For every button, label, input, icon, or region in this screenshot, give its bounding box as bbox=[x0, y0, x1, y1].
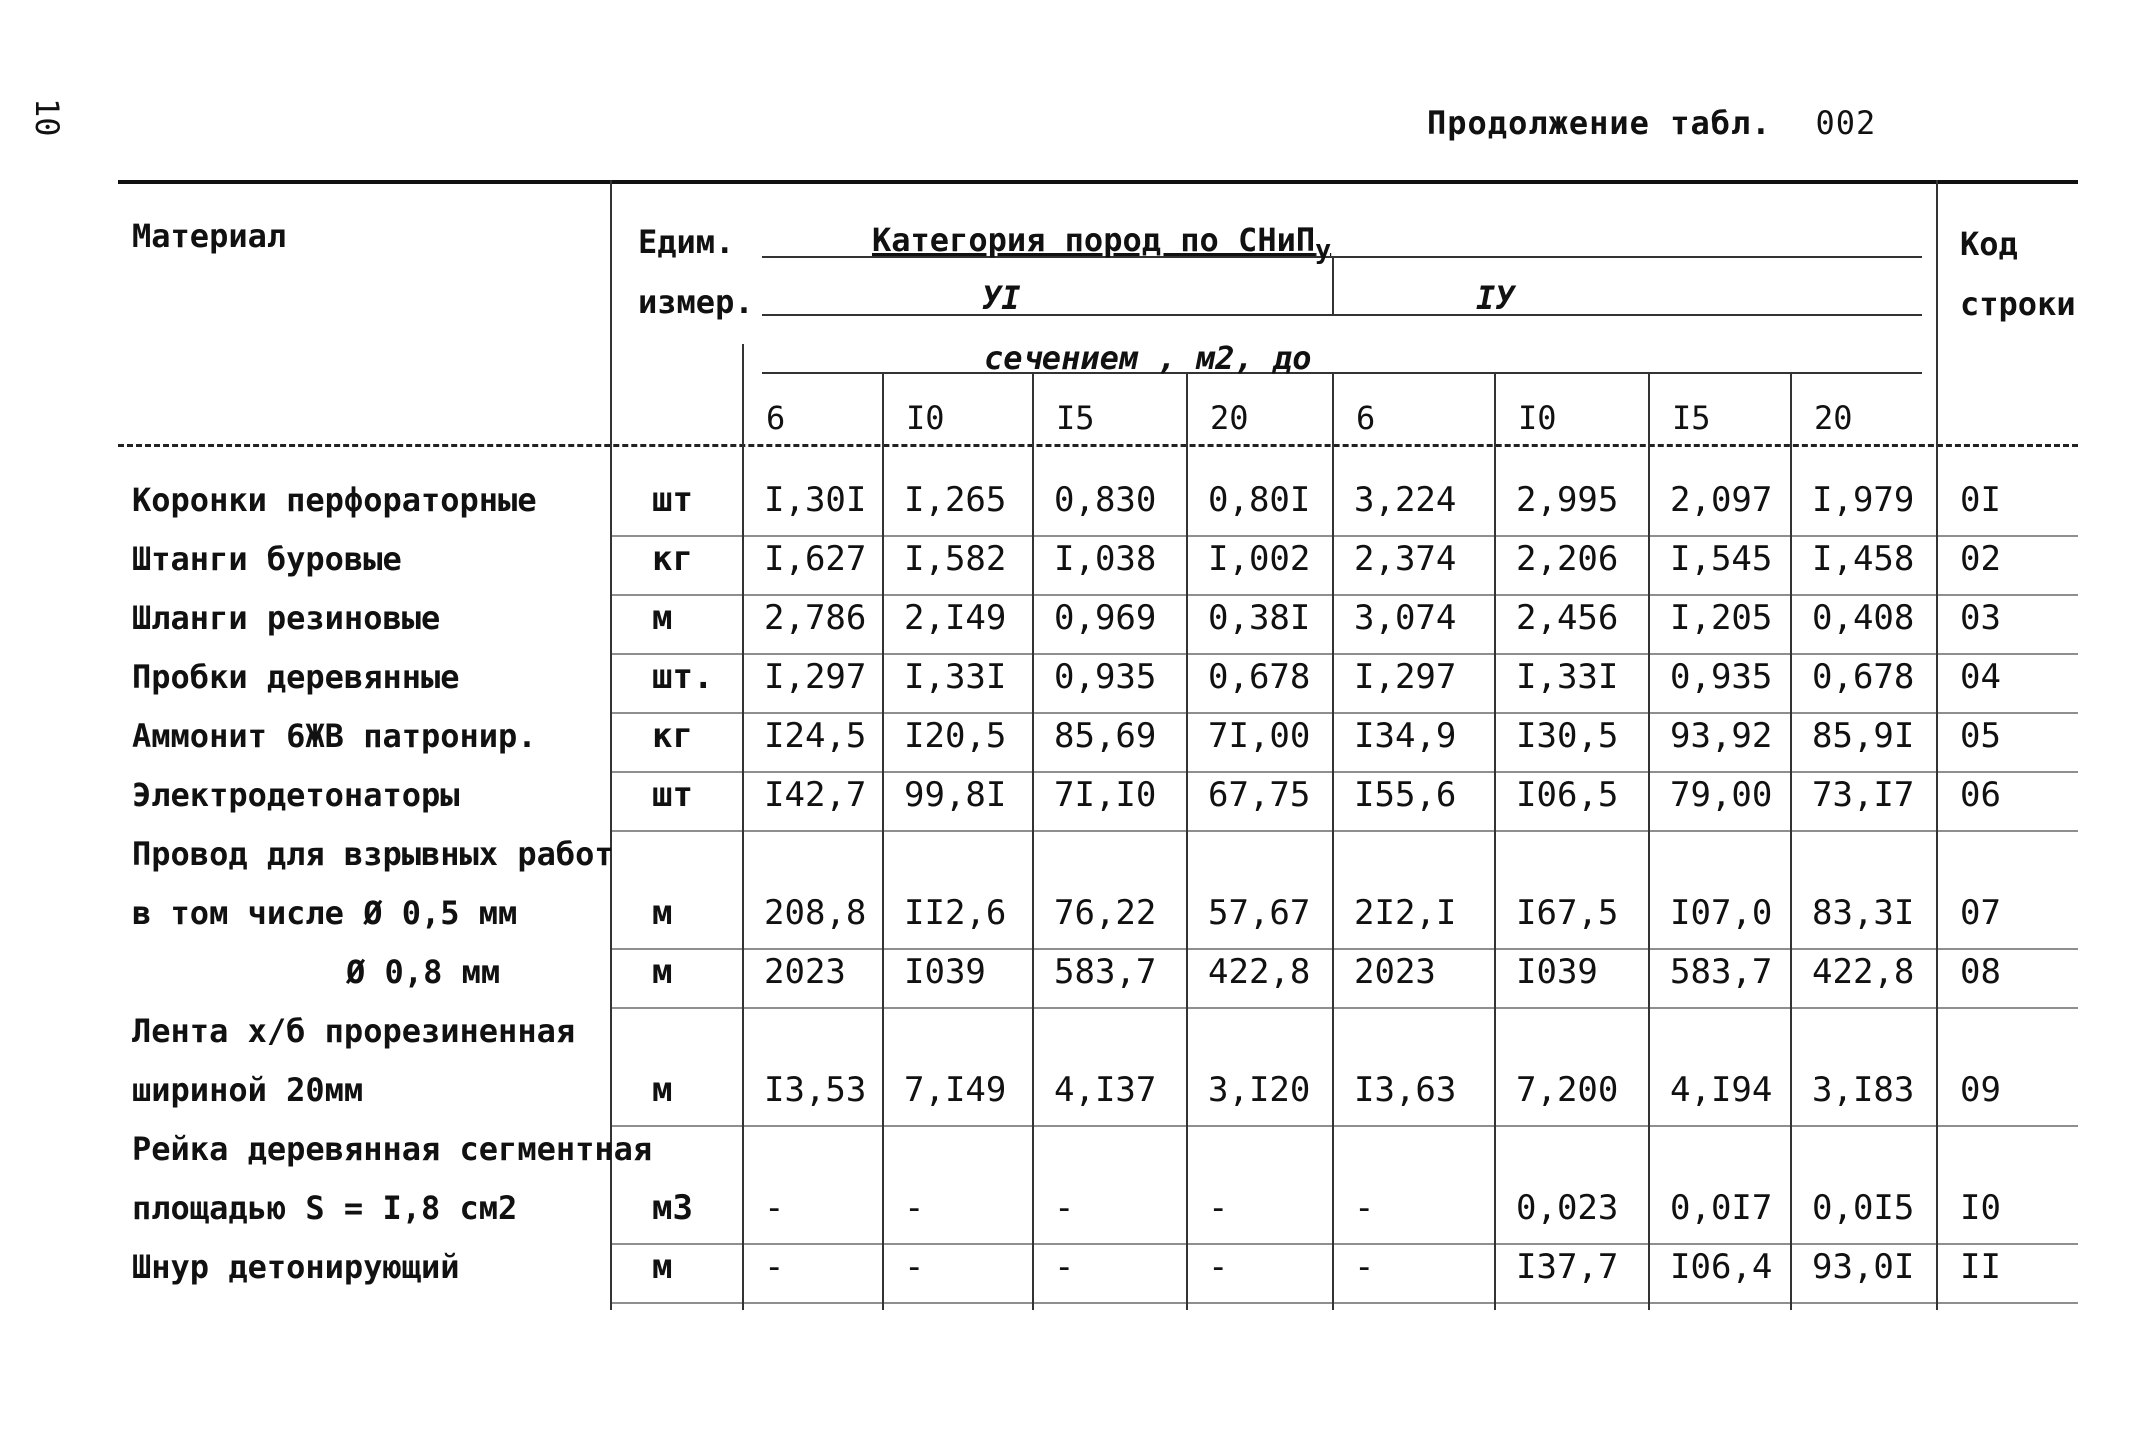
row-8-value-7: 3,I83 bbox=[1812, 1070, 1915, 1110]
col-divider-value-5 bbox=[1494, 372, 1496, 1310]
row-6-value-4: 2I2,I bbox=[1354, 893, 1457, 933]
row-2-value-5: 2,456 bbox=[1516, 598, 1619, 638]
header-size-2: I5 bbox=[1056, 399, 1095, 437]
row-7-rule bbox=[610, 1007, 2078, 1009]
header-size-6: I5 bbox=[1672, 399, 1711, 437]
table-number: 002 bbox=[1815, 104, 1877, 142]
row-0-value-2: 0,830 bbox=[1054, 480, 1157, 520]
row-0-rule bbox=[610, 535, 2078, 537]
row-3-value-1: I,33I bbox=[904, 657, 1007, 697]
row-5-unit: шт bbox=[652, 775, 693, 815]
row-7-value-5: I039 bbox=[1516, 952, 1598, 992]
row-6-rule bbox=[610, 948, 2078, 950]
row-7-name-0: Ø 0,8 мм bbox=[346, 953, 501, 991]
header-unit-line1: Едим. bbox=[638, 223, 735, 261]
row-1-value-2: I,038 bbox=[1054, 539, 1157, 579]
row-2-unit: м bbox=[652, 598, 673, 638]
row-10-value-7: 93,0I bbox=[1812, 1247, 1915, 1287]
row-10-value-6: I06,4 bbox=[1670, 1247, 1773, 1287]
row-9-value-4: - bbox=[1354, 1188, 1375, 1228]
header-size-3: 20 bbox=[1210, 399, 1249, 437]
col-divider-value-4 bbox=[1332, 372, 1334, 1310]
col-divider-value-6 bbox=[1648, 372, 1650, 1310]
row-8-value-3: 3,I20 bbox=[1208, 1070, 1311, 1110]
row-8-value-4: I3,63 bbox=[1354, 1070, 1457, 1110]
header-size-5: I0 bbox=[1518, 399, 1557, 437]
row-3-name-0: Пробки деревянные bbox=[132, 658, 460, 696]
row-2-rule bbox=[610, 653, 2078, 655]
row-10-name-0: Шнур детонирующий bbox=[132, 1248, 460, 1286]
row-8-value-6: 4,I94 bbox=[1670, 1070, 1773, 1110]
row-8-value-1: 7,I49 bbox=[904, 1070, 1007, 1110]
row-3-code: 04 bbox=[1960, 657, 2001, 697]
row-4-value-3: 7I,00 bbox=[1208, 716, 1311, 756]
row-2-value-6: I,205 bbox=[1670, 598, 1773, 638]
row-2-value-7: 0,408 bbox=[1812, 598, 1915, 638]
row-7-value-3: 422,8 bbox=[1208, 952, 1311, 992]
row-9-value-0: - bbox=[764, 1188, 785, 1228]
row-0-value-0: I,30I bbox=[764, 480, 867, 520]
row-1-rule bbox=[610, 594, 2078, 596]
row-10-value-3: - bbox=[1208, 1247, 1229, 1287]
row-7-unit: м bbox=[652, 952, 673, 992]
col-divider-value-2 bbox=[1032, 372, 1034, 1310]
header-code-line2: строки bbox=[1960, 285, 2076, 323]
row-8-unit: м bbox=[652, 1070, 673, 1110]
row-5-value-4: I55,6 bbox=[1354, 775, 1457, 815]
row-4-value-4: I34,9 bbox=[1354, 716, 1457, 756]
row-7-value-4: 2023 bbox=[1354, 952, 1436, 992]
row-8-code: 09 bbox=[1960, 1070, 2001, 1110]
row-7-value-6: 583,7 bbox=[1670, 952, 1773, 992]
row-3-value-7: 0,678 bbox=[1812, 657, 1915, 697]
row-3-value-6: 0,935 bbox=[1670, 657, 1773, 697]
header-separator bbox=[118, 444, 2078, 447]
row-8-name-0: Лента х/б прорезиненная bbox=[132, 1012, 576, 1050]
row-1-value-0: I,627 bbox=[764, 539, 867, 579]
row-1-value-7: I,458 bbox=[1812, 539, 1915, 579]
row-2-code: 03 bbox=[1960, 598, 2001, 638]
header-size-1: I0 bbox=[906, 399, 945, 437]
row-9-value-1: - bbox=[904, 1188, 925, 1228]
cat-b-rule bbox=[1332, 314, 1922, 316]
row-10-rule bbox=[610, 1302, 2078, 1304]
row-3-value-4: I,297 bbox=[1354, 657, 1457, 697]
row-7-code: 08 bbox=[1960, 952, 2001, 992]
row-2-value-0: 2,786 bbox=[764, 598, 867, 638]
row-10-value-0: - bbox=[764, 1247, 785, 1287]
row-10-value-2: - bbox=[1054, 1247, 1075, 1287]
row-0-name-0: Коронки перфораторные bbox=[132, 481, 537, 519]
header-material: Материал bbox=[132, 217, 287, 255]
col-divider-unit bbox=[742, 344, 744, 1310]
row-8-value-5: 7,200 bbox=[1516, 1070, 1619, 1110]
row-1-name-0: Штанги буровые bbox=[132, 540, 402, 578]
row-4-value-6: 93,92 bbox=[1670, 716, 1773, 756]
row-1-unit: кг bbox=[652, 539, 693, 579]
category-label: Категория пород по СНиП bbox=[872, 221, 1316, 259]
row-5-code: 06 bbox=[1960, 775, 2001, 815]
row-9-unit: м3 bbox=[652, 1188, 693, 1228]
row-6-value-1: II2,6 bbox=[904, 893, 1007, 933]
row-5-value-6: 79,00 bbox=[1670, 775, 1773, 815]
row-4-value-0: I24,5 bbox=[764, 716, 867, 756]
row-5-name-0: Электродетонаторы bbox=[132, 776, 460, 814]
row-7-value-2: 583,7 bbox=[1054, 952, 1157, 992]
row-0-value-1: I,265 bbox=[904, 480, 1007, 520]
row-0-value-3: 0,80I bbox=[1208, 480, 1311, 520]
header-size-4: 6 bbox=[1356, 399, 1376, 437]
row-6-value-5: I67,5 bbox=[1516, 893, 1619, 933]
row-8-rule bbox=[610, 1125, 2078, 1127]
row-4-code: 05 bbox=[1960, 716, 2001, 756]
row-4-unit: кг bbox=[652, 716, 693, 756]
row-5-rule bbox=[610, 830, 2078, 832]
cat-a-rule bbox=[762, 314, 1332, 316]
row-4-value-2: 85,69 bbox=[1054, 716, 1157, 756]
row-1-value-5: 2,206 bbox=[1516, 539, 1619, 579]
row-3-value-3: 0,678 bbox=[1208, 657, 1311, 697]
row-8-value-0: I3,53 bbox=[764, 1070, 867, 1110]
row-1-value-6: I,545 bbox=[1670, 539, 1773, 579]
row-3-value-5: I,33I bbox=[1516, 657, 1619, 697]
row-9-code: I0 bbox=[1960, 1188, 2001, 1228]
row-9-name-0: Рейка деревянная сегментная bbox=[132, 1130, 653, 1168]
row-6-value-7: 83,3I bbox=[1812, 893, 1915, 933]
continuation-label: Продолжение табл. bbox=[1427, 104, 1772, 142]
row-5-value-7: 73,I7 bbox=[1812, 775, 1915, 815]
row-2-name-0: Шланги резиновые bbox=[132, 599, 441, 637]
row-9-value-3: - bbox=[1208, 1188, 1229, 1228]
row-7-value-7: 422,8 bbox=[1812, 952, 1915, 992]
row-10-unit: м bbox=[652, 1247, 673, 1287]
row-9-name-1: площадью S = I,8 см2 bbox=[132, 1189, 518, 1227]
row-5-value-0: I42,7 bbox=[764, 775, 867, 815]
row-0-code: 0I bbox=[1960, 480, 2001, 520]
header-section: сечением , м2, до bbox=[984, 339, 1312, 377]
row-8-value-2: 4,I37 bbox=[1054, 1070, 1157, 1110]
table-top-rule bbox=[118, 180, 2078, 184]
col-divider-code bbox=[1936, 180, 1938, 1310]
row-4-value-1: I20,5 bbox=[904, 716, 1007, 756]
row-7-value-1: I039 bbox=[904, 952, 986, 992]
row-6-value-3: 57,67 bbox=[1208, 893, 1311, 933]
row-10-value-1: - bbox=[904, 1247, 925, 1287]
header-category bbox=[872, 220, 1331, 270]
row-6-value-6: I07,0 bbox=[1670, 893, 1773, 933]
header-code-line1: Код bbox=[1960, 225, 2018, 263]
page-number: 10 bbox=[28, 98, 66, 137]
row-10-value-4: - bbox=[1354, 1247, 1375, 1287]
row-2-value-2: 0,969 bbox=[1054, 598, 1157, 638]
row-1-value-1: I,582 bbox=[904, 539, 1007, 579]
row-6-value-0: 208,8 bbox=[764, 893, 867, 933]
row-9-value-5: 0,023 bbox=[1516, 1188, 1619, 1228]
row-2-value-3: 0,38I bbox=[1208, 598, 1311, 638]
header-size-0: 6 bbox=[766, 399, 786, 437]
row-0-value-7: I,979 bbox=[1812, 480, 1915, 520]
row-4-name-0: Аммонит 6ЖВ патронир. bbox=[132, 717, 537, 755]
row-0-value-4: 3,224 bbox=[1354, 480, 1457, 520]
row-4-value-5: I30,5 bbox=[1516, 716, 1619, 756]
row-4-rule bbox=[610, 771, 2078, 773]
row-5-value-5: I06,5 bbox=[1516, 775, 1619, 815]
row-2-value-4: 3,074 bbox=[1354, 598, 1457, 638]
row-0-value-6: 2,097 bbox=[1670, 480, 1773, 520]
col-divider-value-7 bbox=[1790, 372, 1792, 1310]
category-sub: у bbox=[1315, 234, 1332, 266]
row-9-value-6: 0,0I7 bbox=[1670, 1188, 1773, 1228]
row-10-code: II bbox=[1960, 1247, 2001, 1287]
section-rule bbox=[762, 372, 1922, 374]
row-0-value-5: 2,995 bbox=[1516, 480, 1619, 520]
row-10-value-5: I37,7 bbox=[1516, 1247, 1619, 1287]
row-8-name-1: шириной 20мм bbox=[132, 1071, 364, 1109]
row-6-unit: м bbox=[652, 893, 673, 933]
row-0-unit: шт bbox=[652, 480, 693, 520]
row-2-value-1: 2,I49 bbox=[904, 598, 1007, 638]
col-divider-value-3 bbox=[1186, 372, 1188, 1310]
row-7-value-0: 2023 bbox=[764, 952, 846, 992]
row-6-value-2: 76,22 bbox=[1054, 893, 1157, 933]
row-5-value-2: 7I,I0 bbox=[1054, 775, 1157, 815]
row-6-code: 07 bbox=[1960, 893, 2001, 933]
cat-divider bbox=[1332, 256, 1334, 314]
row-3-unit: шт. bbox=[652, 657, 714, 697]
row-9-rule bbox=[610, 1243, 2078, 1245]
row-6-name-0: Провод для взрывных работ bbox=[132, 835, 614, 873]
col-divider-value-1 bbox=[882, 372, 884, 1310]
row-1-value-4: 2,374 bbox=[1354, 539, 1457, 579]
header-cat-a: УI bbox=[982, 279, 1021, 317]
row-1-value-3: I,002 bbox=[1208, 539, 1311, 579]
row-4-value-7: 85,9I bbox=[1812, 716, 1915, 756]
row-9-value-2: - bbox=[1054, 1188, 1075, 1228]
header-size-7: 20 bbox=[1814, 399, 1853, 437]
header-unit-line2: измер. bbox=[638, 283, 754, 321]
row-3-value-0: I,297 bbox=[764, 657, 867, 697]
row-5-value-1: 99,8I bbox=[904, 775, 1007, 815]
row-3-value-2: 0,935 bbox=[1054, 657, 1157, 697]
row-3-rule bbox=[610, 712, 2078, 714]
row-1-code: 02 bbox=[1960, 539, 2001, 579]
row-6-name-1: в том числе Ø 0,5 мм bbox=[132, 894, 518, 932]
continuation-caption bbox=[1427, 104, 1876, 142]
row-9-value-7: 0,0I5 bbox=[1812, 1188, 1915, 1228]
header-cat-b: IУ bbox=[1476, 279, 1515, 317]
row-5-value-3: 67,75 bbox=[1208, 775, 1311, 815]
